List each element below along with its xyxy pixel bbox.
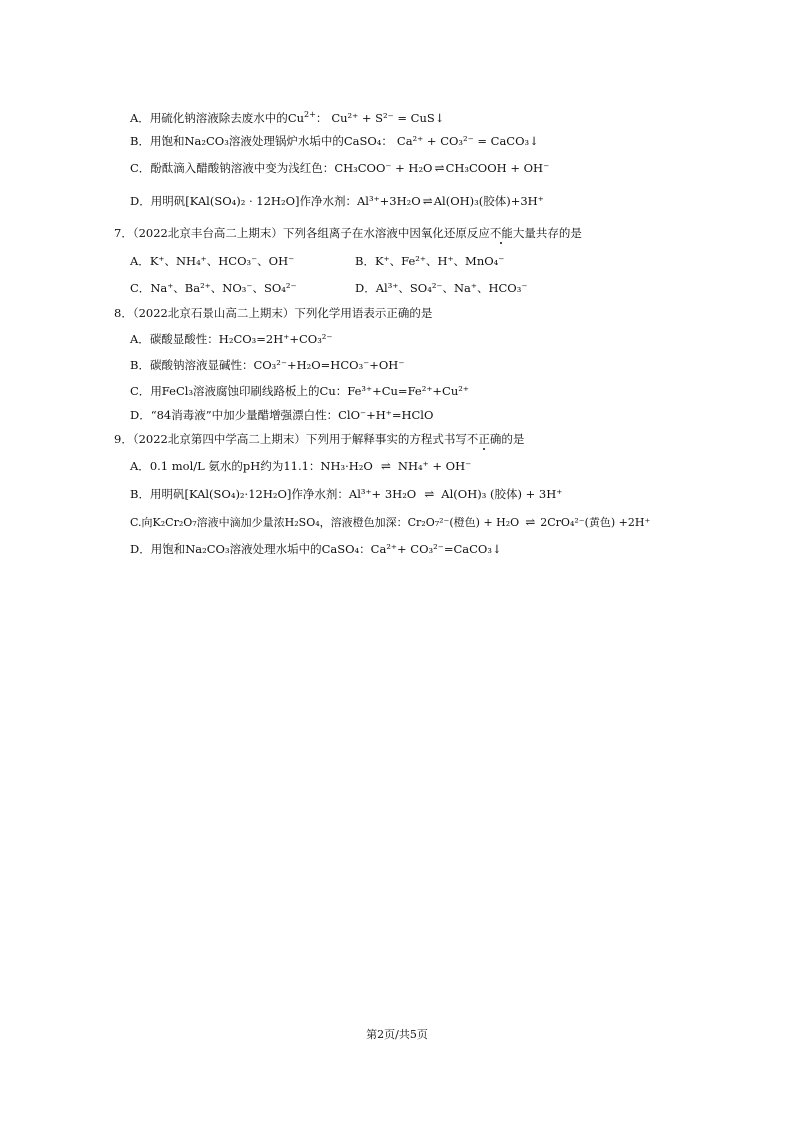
separator: ： [381, 134, 393, 148]
equation-rhs: Al(OH)₃(胶体)+3H⁺ [433, 194, 544, 208]
equation: Ca²⁺ + CO₃²⁻ = CaCO₃↓ [396, 134, 539, 148]
option-label: B． [130, 358, 150, 372]
equation-rhs: Al(OH)₃ (胶体) + 3H⁺ [441, 487, 563, 501]
option-label: A． [130, 459, 150, 473]
q8-option-c [130, 383, 469, 399]
option-text: 用明矾[KAl(SO₄)₂ · 12H₂O]作净水剂： [150, 194, 357, 208]
option-text: “84消毒液”中加少量醋增强漂白性：ClO⁻+H⁺=HClO [150, 408, 434, 422]
q7-option-d [355, 280, 527, 296]
equilibrium-arrow-icon: ⇌ [434, 161, 444, 175]
equilibrium-arrow-icon: ⇌ [422, 194, 432, 208]
ion-charge: 2+ [304, 110, 316, 119]
q7-option-c [130, 280, 297, 296]
q9-option-a [130, 458, 471, 474]
option-label: D． [355, 281, 376, 295]
option-text: 向K₂Cr₂O₇溶液中滴加少量浓H₂SO₄，溶液橙色加深：Cr₂O₇²⁻(橙色) + H₂O [141, 516, 520, 529]
option-text: 碳酸钠溶液显碱性：CO₃²⁻+H₂O=HCO₃⁻+OH⁻ [149, 358, 405, 372]
equilibrium-arrow-icon: ⇌ [525, 515, 535, 529]
ion: Cu [287, 111, 305, 125]
equation-rhs: 2CrO₄²⁻(黄色) +2H⁺ [540, 516, 651, 529]
option-text: K⁺、NH₄⁺、HCO₃⁻、OH⁻ [149, 254, 295, 268]
option-label: A． [130, 111, 150, 125]
option-label: C． [130, 384, 151, 398]
option-text: Al³⁺、SO₄²⁻、Na⁺、HCO₃⁻ [375, 281, 528, 295]
equation-rhs: NH₄⁺ + OH⁻ [397, 459, 472, 473]
emphasis-text: 不能 [489, 226, 513, 240]
equation-lhs: Al³⁺+3H₂O [356, 194, 421, 208]
option-text: 用饱和Na₂CO₃溶液处理水垢中的CaSO₄：Ca²⁺+ CO₃²⁻=CaCO₃↓ [150, 542, 502, 556]
q7-stem [114, 225, 582, 241]
q8-option-d [130, 407, 433, 423]
equation: Cu²⁺ + S²⁻ = CuS↓ [331, 111, 445, 125]
q7-option-b [355, 253, 504, 269]
option-text: 0.1 mol/L 氨水的pH约为11.1：NH₃·H₂O [149, 459, 373, 473]
option-text: 用硫化钠溶液除去废水中的 [149, 111, 288, 125]
target-compound: CaSO₄ [343, 134, 382, 148]
q8-option-a [130, 331, 333, 347]
option-text: 用FeCl₃溶液腐蚀印刷线路板上的Cu：Fe³⁺+Cu=Fe²⁺+Cu²⁺ [150, 384, 469, 398]
q7-option-a [130, 253, 294, 269]
option-text: 用饱和 [149, 134, 185, 148]
option-label: B． [355, 254, 375, 268]
equilibrium-arrow-icon: ⇌ [380, 459, 390, 473]
question-text-end: 大量共存的是 [512, 226, 582, 240]
q6-option-c [130, 160, 549, 176]
q6-option-b [130, 133, 539, 149]
question-text: （2022北京丰台高二上期末）下列各组离子在水溶液中因氧化还原反应 [132, 226, 490, 240]
q9-stem [114, 431, 524, 447]
q9-option-c [130, 514, 650, 531]
option-text-mid: 溶液处理锅炉水垢中的 [228, 134, 344, 148]
option-label: C. [130, 516, 142, 529]
page-footer: 第2页/共5页 [366, 1028, 428, 1041]
question-number: 7． [114, 226, 133, 240]
equation-lhs: CH₃COO⁻ + H₂O [334, 161, 433, 175]
q6-option-d [130, 193, 544, 209]
q6-option-a [130, 107, 444, 126]
option-label: B． [130, 134, 150, 148]
option-label: B． [130, 487, 150, 501]
option-text: 酚酞滴入醋酸钠溶液中变为浅红色： [150, 161, 335, 175]
q9-option-b [130, 486, 562, 502]
equation-rhs: CH₃COOH + OH⁻ [445, 161, 550, 175]
option-label: D． [130, 194, 151, 208]
option-text: Na⁺、Ba²⁺、NO₃⁻、SO₄²⁻ [150, 281, 297, 295]
separator: ： [315, 111, 328, 125]
option-label: A． [130, 254, 150, 268]
question-text: 9．（2022北京第四中学高二上期末）下列用于解释事实的方程式书写 [114, 432, 467, 446]
q9-option-d [130, 541, 502, 557]
option-text: K⁺、Fe²⁺、H⁺、MnO₄⁻ [374, 254, 505, 268]
emphasis-text: 不正确 [466, 432, 502, 446]
equilibrium-arrow-icon: ⇌ [424, 487, 434, 501]
reagent: Na₂CO₃ [184, 134, 229, 148]
option-text: 碳酸显酸性：H₂CO₃=2H⁺+CO₃²⁻ [149, 332, 333, 346]
q8-stem: 8．（2022北京石景山高二上期末）下列化学用语表示正确的是 [114, 306, 433, 320]
option-label: D． [130, 408, 151, 422]
option-label: A． [130, 332, 150, 346]
option-text: 用明矾[KAl(SO₄)₂·12H₂O]作净水剂：Al³⁺+ 3H₂O [149, 487, 417, 501]
option-label: D． [130, 542, 151, 556]
option-label: C． [130, 161, 151, 175]
q8-option-b [130, 357, 404, 373]
option-label: C． [130, 281, 151, 295]
question-text-end: 的是 [501, 432, 525, 446]
